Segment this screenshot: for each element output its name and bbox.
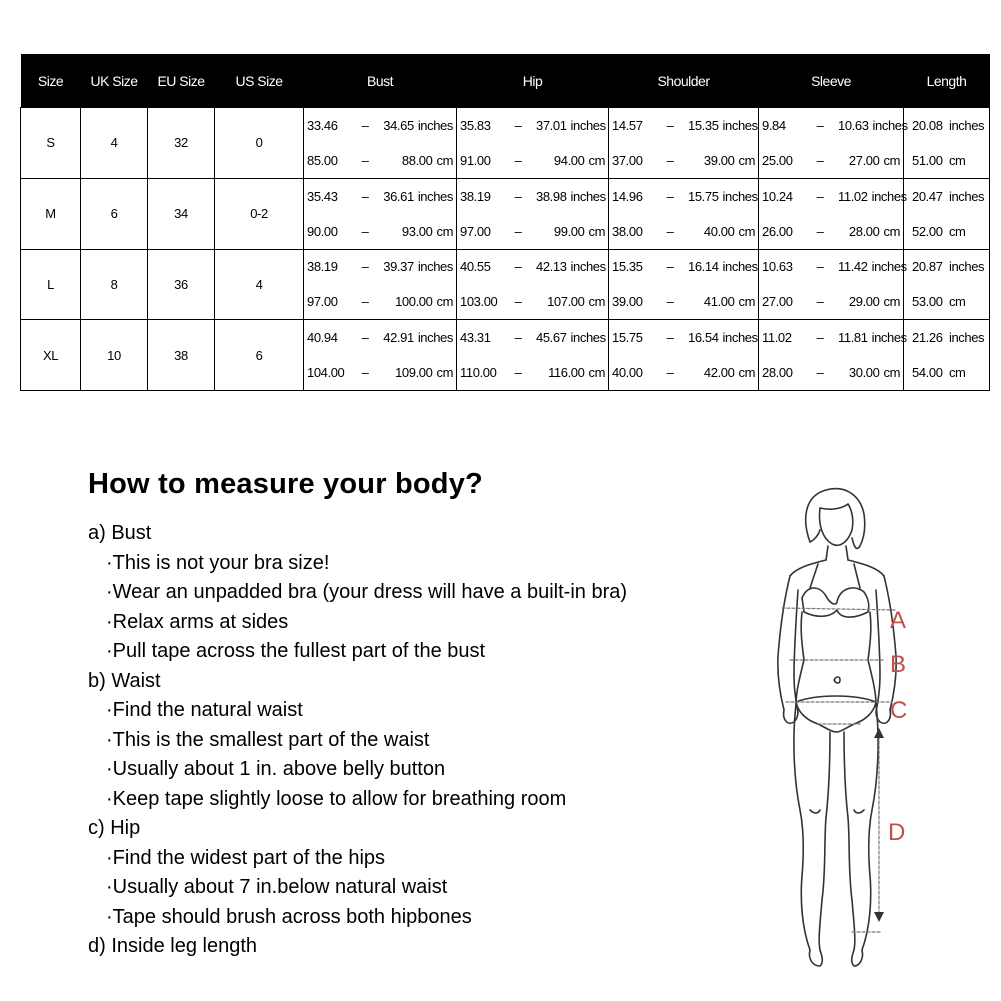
range-unit: cm (436, 365, 453, 381)
cell-uk-size: 4 (81, 108, 148, 179)
range-from: 39.00 (612, 294, 643, 310)
cell-size: XL (21, 320, 81, 391)
arrow-up-icon (874, 728, 884, 738)
range-from: 40.94 (307, 330, 338, 346)
range-from: 10.63 (762, 259, 793, 275)
range-from: 15.75 (612, 330, 643, 346)
cell-bust-cm (304, 214, 457, 249)
range-unit: cm (588, 223, 605, 239)
cell-us-size: 0 (215, 108, 304, 179)
cell-length-inches: 20.08 inches (904, 108, 990, 143)
range-to: 16.54 (688, 330, 719, 346)
range-dash: – (816, 294, 824, 310)
guide-tip: ·Pull tape across the fullest part of the bust (106, 640, 486, 662)
range-to: 11.42 (838, 259, 868, 275)
cell-sleeve-inches (759, 178, 907, 213)
range-unit: inches (871, 259, 907, 275)
range-to: 116.00 (548, 365, 585, 381)
range-from: 27.00 (762, 294, 793, 310)
label-c: C (890, 697, 908, 724)
range-dash: – (514, 330, 522, 346)
header-shoulder: Shoulder (609, 54, 759, 108)
figure-bra-straps (810, 564, 860, 588)
cell-shoulder-inches (609, 249, 759, 284)
range-from: 104.00 (307, 365, 345, 381)
range-dash: – (666, 330, 674, 346)
range-unit: cm (588, 294, 605, 310)
range-dash: – (666, 294, 674, 310)
range-to: 15.35 (688, 117, 719, 133)
range-to: 42.91 (383, 330, 414, 346)
cell-hip-cm (457, 284, 609, 319)
range-unit: inches (417, 188, 453, 204)
range-unit: inches (417, 259, 453, 275)
range-dash: – (361, 152, 369, 168)
cell-bust-inches (304, 178, 457, 213)
range-unit: inches (417, 330, 453, 346)
range-dash: – (361, 330, 369, 346)
size-row-xl-inches (21, 320, 990, 355)
range-unit: inches (722, 330, 758, 346)
measure-line-bust (782, 608, 896, 610)
range-dash: – (361, 259, 369, 275)
range-dash: – (514, 152, 522, 168)
range-unit: cm (883, 294, 900, 310)
range-to: 45.67 (536, 330, 567, 346)
range-to: 11.81 (838, 330, 868, 346)
header-sleeve: Sleeve (759, 54, 904, 108)
range-unit: inches (722, 188, 758, 204)
range-dash: – (514, 188, 522, 204)
range-dash: – (514, 259, 522, 275)
cell-bust-inches (304, 108, 457, 143)
figure-left-inner-leg (819, 732, 830, 950)
cell-sleeve-cm (759, 214, 904, 249)
range-to: 109.00 (395, 365, 433, 381)
range-unit: cm (738, 223, 755, 239)
guide-sections (88, 519, 728, 962)
figure-right-arm (876, 576, 896, 712)
figure-feet (809, 950, 862, 966)
cell-bust-inches (304, 320, 457, 355)
header-us-size: US Size (215, 54, 304, 108)
range-unit: inches (722, 259, 758, 275)
range-to: 28.00 (848, 223, 880, 239)
label-a: A (890, 607, 907, 634)
cell-eu-size: 32 (148, 108, 215, 179)
cell-uk-size: 6 (81, 178, 148, 249)
range-unit: cm (883, 152, 900, 168)
arrow-down-icon (874, 912, 884, 922)
header-length: Length (904, 54, 990, 108)
range-from: 43.31 (460, 330, 491, 346)
cell-eu-size: 34 (148, 178, 215, 249)
cell-bust-cm (304, 355, 457, 390)
range-from: 35.43 (307, 188, 338, 204)
range-unit: inches (871, 330, 907, 346)
cell-bust-cm (304, 143, 457, 178)
figure-right-inner-leg (844, 732, 855, 950)
range-dash: – (666, 223, 674, 239)
range-to: 30.00 (848, 365, 880, 381)
range-dash: – (361, 294, 369, 310)
range-dash: – (816, 152, 824, 168)
range-dash: – (816, 330, 824, 346)
range-from: 110.00 (460, 365, 497, 381)
guide-tip: ·Find the natural waist (106, 699, 303, 721)
guide-section-heading: a) Bust (88, 522, 152, 544)
cell-sleeve-cm (759, 355, 904, 390)
cell-length-cm: 53.00 cm (904, 284, 990, 319)
figure-shoulders (790, 560, 884, 576)
range-dash: – (361, 117, 369, 133)
range-unit: cm (436, 152, 453, 168)
cell-shoulder-cm (609, 143, 759, 178)
cell-hip-inches (457, 249, 609, 284)
range-from: 103.00 (460, 294, 498, 310)
cell-hip-inches (457, 108, 609, 143)
range-dash: – (666, 365, 674, 381)
range-from: 25.00 (762, 152, 793, 168)
header-uk-size: UK Size (81, 54, 148, 108)
range-from: 28.00 (762, 365, 793, 381)
range-unit: cm (588, 152, 605, 168)
range-to: 42.13 (536, 259, 567, 275)
cell-shoulder-cm (609, 355, 759, 390)
cell-uk-size: 8 (81, 249, 148, 320)
guide-tip: ·This is not your bra size! (106, 551, 330, 574)
label-b: B (890, 651, 907, 678)
cell-shoulder-inches (609, 108, 759, 143)
size-row-s-inches (21, 108, 990, 143)
range-from: 26.00 (762, 223, 793, 239)
cell-shoulder-cm (609, 214, 759, 249)
guide-tip: ·Usually about 1 in. above belly button (106, 758, 446, 780)
range-from: 35.83 (460, 117, 491, 133)
cell-eu-size: 36 (148, 249, 215, 320)
range-to: 16.14 (688, 259, 719, 275)
range-from: 40.55 (460, 259, 491, 275)
range-unit: cm (738, 152, 755, 168)
guide-tip: ·Wear an unpadded bra (your dress will have a built-in bra) (106, 581, 628, 603)
range-from: 33.46 (307, 117, 338, 133)
measure-guide (88, 468, 728, 962)
range-unit: inches (871, 188, 907, 204)
range-to: 34.65 (383, 117, 414, 133)
range-from: 97.00 (307, 294, 338, 310)
range-unit: cm (588, 365, 605, 381)
guide-tip: ·Find the widest part of the hips (106, 846, 386, 869)
range-to: 40.00 (703, 223, 735, 239)
range-to: 39.37 (383, 259, 414, 275)
range-from: 9.84 (762, 117, 786, 133)
range-from: 11.02 (762, 330, 792, 346)
range-unit: cm (883, 223, 900, 239)
range-unit: cm (436, 223, 453, 239)
header-hip: Hip (457, 54, 609, 108)
range-dash: – (666, 259, 674, 275)
figure-left-arm (778, 576, 798, 712)
range-dash: – (361, 365, 369, 381)
figure-bra (802, 588, 869, 617)
range-from: 38.00 (612, 223, 643, 239)
body-measurement-figure (760, 480, 1000, 980)
cell-us-size: 6 (215, 320, 304, 391)
range-dash: – (514, 117, 522, 133)
header-eu-size: EU Size (148, 54, 215, 108)
range-to: 10.63 (838, 117, 869, 133)
range-from: 91.00 (460, 152, 491, 168)
range-unit: inches (417, 117, 453, 133)
cell-bust-cm (304, 284, 457, 319)
cell-hip-cm (457, 143, 609, 178)
cell-length-cm: 51.00 cm (904, 143, 990, 178)
cell-size: L (21, 249, 81, 320)
range-from: 40.00 (612, 365, 643, 381)
cell-sleeve-inches (759, 320, 907, 355)
range-dash: – (514, 223, 522, 239)
guide-tip: ·Usually about 7 in.below natural waist (106, 876, 448, 898)
range-to: 39.00 (703, 152, 735, 168)
range-from: 85.00 (307, 152, 338, 168)
cell-shoulder-cm (609, 284, 759, 319)
cell-hip-cm (457, 214, 609, 249)
cell-hip-cm (457, 355, 609, 390)
range-dash: – (666, 152, 674, 168)
guide-title: How to measure your body? (88, 468, 483, 500)
cell-shoulder-inches (609, 178, 759, 213)
range-dash: – (816, 365, 824, 381)
range-to: 99.00 (553, 223, 585, 239)
figure-left-leg (794, 704, 810, 950)
guide-tip: ·Tape should brush across both hipbones (106, 905, 472, 928)
range-from: 14.96 (612, 188, 643, 204)
label-d: D (888, 819, 906, 846)
range-unit: inches (872, 117, 908, 133)
range-dash: – (666, 117, 674, 133)
range-unit: inches (570, 188, 606, 204)
range-from: 38.19 (460, 188, 491, 204)
range-to: 93.00 (401, 223, 433, 239)
figure-knees (810, 810, 864, 813)
range-unit: cm (738, 294, 755, 310)
size-chart-header-row (21, 54, 990, 108)
range-to: 41.00 (703, 294, 735, 310)
figure-hair-left (810, 530, 820, 542)
range-to: 29.00 (848, 294, 880, 310)
range-unit: inches (570, 117, 606, 133)
range-dash: – (816, 188, 824, 204)
cell-shoulder-inches (609, 320, 759, 355)
range-from: 10.24 (762, 188, 793, 204)
header-bust: Bust (304, 54, 457, 108)
cell-us-size: 0-2 (215, 178, 304, 249)
range-unit: inches (722, 117, 758, 133)
cell-sleeve-cm (759, 284, 904, 319)
range-unit: cm (883, 365, 900, 381)
range-dash: – (361, 188, 369, 204)
header-size: Size (21, 54, 81, 108)
range-from: 38.19 (307, 259, 338, 275)
cell-bust-inches (304, 249, 457, 284)
range-from: 37.00 (612, 152, 643, 168)
figure-torso (796, 612, 876, 704)
cell-sleeve-inches (759, 249, 907, 284)
range-dash: – (816, 117, 824, 133)
guide-tip: ·This is the smallest part of the waist (106, 728, 430, 751)
range-unit: inches (570, 330, 606, 346)
range-to: 37.01 (536, 117, 567, 133)
cell-size: S (21, 108, 81, 179)
range-from: 90.00 (307, 223, 338, 239)
size-row-m-inches (21, 178, 990, 213)
cell-eu-size: 38 (148, 320, 215, 391)
range-to: 27.00 (848, 152, 880, 168)
cell-us-size: 4 (215, 249, 304, 320)
guide-tip: ·Keep tape slightly loose to allow for breathing room (106, 787, 567, 810)
range-dash: – (816, 223, 824, 239)
cell-length-cm: 54.00 cm (904, 355, 990, 390)
cell-sleeve-cm (759, 143, 904, 178)
range-to: 42.00 (703, 365, 735, 381)
guide-section-heading: d) Inside leg length (88, 935, 258, 957)
range-to: 11.02 (838, 188, 868, 204)
cell-uk-size: 10 (81, 320, 148, 391)
range-to: 38.98 (536, 188, 567, 204)
range-to: 94.00 (553, 152, 585, 168)
guide-section-heading: b) Waist (88, 669, 161, 692)
size-row-l-inches (21, 249, 990, 284)
cell-length-cm: 52.00 cm (904, 214, 990, 249)
figure-face (820, 504, 853, 545)
cell-length-inches: 20.87 inches (904, 249, 990, 284)
range-from: 15.35 (612, 259, 643, 275)
range-unit: cm (738, 365, 755, 381)
range-to: 100.00 (395, 294, 433, 310)
range-from: 97.00 (460, 223, 491, 239)
size-chart-table (20, 54, 990, 391)
range-to: 107.00 (547, 294, 585, 310)
range-to: 15.75 (688, 188, 719, 204)
range-unit: inches (570, 259, 606, 275)
cell-hip-inches (457, 320, 609, 355)
range-unit: cm (436, 294, 453, 310)
cell-sleeve-inches (759, 108, 908, 143)
range-dash: – (666, 188, 674, 204)
range-dash: – (816, 259, 824, 275)
range-dash: – (361, 223, 369, 239)
range-to: 36.61 (383, 188, 414, 204)
figure-neck (826, 546, 848, 560)
figure-navel (834, 677, 840, 683)
cell-size: M (21, 178, 81, 249)
cell-length-inches: 21.26 inches (904, 320, 990, 355)
cell-length-inches: 20.47 inches (904, 178, 990, 213)
range-from: 14.57 (612, 117, 643, 133)
guide-tip: ·Relax arms at sides (106, 610, 289, 633)
cell-hip-inches (457, 178, 609, 213)
range-dash: – (514, 294, 522, 310)
range-to: 88.00 (401, 152, 433, 168)
guide-section-heading: c) Hip (88, 817, 141, 839)
size-chart-body (21, 108, 990, 391)
range-dash: – (514, 365, 522, 381)
